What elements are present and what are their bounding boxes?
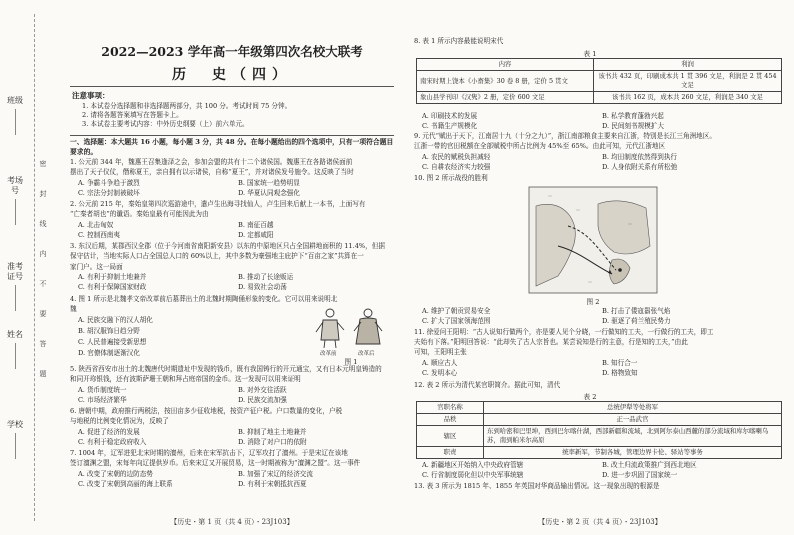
figure-2-map <box>528 186 658 294</box>
table-header-cell: 利润 <box>594 59 782 71</box>
question-10-stem: 10. 图 2 所示战役的胜利 <box>414 174 488 182</box>
seal-note-char: 线 <box>39 220 47 228</box>
option-11B[interactable]: B. 知行合一 <box>602 359 638 367</box>
option-8A[interactable]: A. 印刷技术的发展 <box>422 112 478 120</box>
option-7B[interactable]: B. 加强了宋辽的经济交流 <box>238 470 313 478</box>
option-10D[interactable]: D. 驱逐了荷兰殖民势力 <box>602 317 671 325</box>
option-8D[interactable]: D. 民间刻书规模扩大 <box>602 122 664 130</box>
binding-field-class[interactable]: 班级 <box>6 96 24 135</box>
binding-field-name[interactable]: 姓名 <box>6 330 24 369</box>
option-6C[interactable]: C. 有利于稳定政府收入 <box>78 438 147 446</box>
table-header-cell: 内容 <box>417 59 594 71</box>
question-5 <box>70 364 400 385</box>
seal-note-char: 内 <box>39 250 47 258</box>
question-9-line: 9. 元代“赋出于天下，江南居十九（十分之九）”，浙江南部粮食主要来自江浙，特别是长江三角洲地区。 <box>414 132 716 140</box>
option-12D[interactable]: D. 进一步巩固了国家统一 <box>602 471 678 479</box>
question-1 <box>70 157 400 178</box>
question-line: “亡秦者胡也”的谶语。秦始皇最有可能因此为由 <box>70 210 209 219</box>
question-7 <box>70 448 400 469</box>
table-2 <box>416 401 782 459</box>
table-1 <box>416 58 782 104</box>
option-5C[interactable]: C. 市场经济繁华 <box>78 396 127 404</box>
option-7D[interactable]: D. 有利于宋朝抵抗西夏 <box>238 480 307 488</box>
table-1-caption: 表 1 <box>583 50 597 58</box>
option-10C[interactable]: C. 扩大了国家领海范围 <box>422 317 491 325</box>
section-heading: 一、选择题：本大题共 16 小题，每小题 3 分，共 48 分。在每小题给出的四个选项中，只有一项符合题目要求的。 <box>70 138 394 156</box>
table-row <box>417 71 782 92</box>
question-line: 签订澶渊之盟，宋每年向辽提供岁币。后来宋辽又开展贸易，这一时期被称为“澶渊之盟”。这一事件 <box>70 459 361 468</box>
option-6B[interactable]: B. 抑制了地主土地兼并 <box>238 428 307 436</box>
table-header-row <box>417 59 782 71</box>
option-7A[interactable]: A. 改变了宋朝的边防态势 <box>78 470 153 478</box>
question-line: 家门户。这一局面 <box>70 262 123 271</box>
option-12A[interactable]: A. 新疆地区开始纳入中央政府管辖 <box>422 461 524 469</box>
question-6 <box>70 406 400 427</box>
option-4D[interactable]: D. 官僚体制逐渐汉化 <box>78 349 140 357</box>
option-11A[interactable]: A. 顺应古人 <box>422 359 458 367</box>
figure-1-label-after: 改革后 <box>358 351 375 357</box>
option-4B[interactable]: B. 胡汉服饰日趋分野 <box>78 327 140 335</box>
seal-note-char: 答 <box>39 340 47 348</box>
question-line: 1. 公元前 344 年，魏惠王召集逢泽之会，参加会盟的共有十二个诸侯国。魏惠王在各路诸侯面前 <box>70 158 353 166</box>
table-row <box>417 402 782 414</box>
question-11-line: 夫始有下落。”阳明回答说：“此却失了古人宗旨也。某尝说知是行的主意，行是知的工夫，”由此 <box>414 338 688 346</box>
option-4A[interactable]: A. 民族交融下的汉人胡化 <box>78 316 153 324</box>
notes-item: 3. 本试卷主要考试内容：中外历史纲要（上）前六单元。 <box>82 120 249 128</box>
table-row <box>417 92 782 104</box>
option-8B[interactable]: B. 私学教育蓬勃兴起 <box>602 112 664 120</box>
table-cell: 该书共 432 页，印刷成本共 1 贯 396 文足，利润是 2 贯 454 文足 <box>594 71 782 92</box>
question-line: 6. 唐朝中期，政府推行两税法，按田亩多少征收地税，按资产征户税。户口数量的变化，户税 <box>70 407 343 415</box>
right-column <box>410 0 790 535</box>
table-cell: 该书共 162 页，成本共 260 文足，利润是 340 文足 <box>594 92 782 104</box>
exam-subject: 历 史（四） <box>172 67 292 83</box>
binding-margin <box>0 0 62 535</box>
question-13-stem: 13. 表 3 所示为 1815 年、1855 年英国对华商品输出情况。这一现象出现的根源是 <box>414 482 660 490</box>
figure-1-caption: 图 1 <box>344 358 358 366</box>
option-10B[interactable]: B. 打击了倭寇嚣张气焰 <box>602 307 671 315</box>
seal-note-char: 要 <box>39 310 47 318</box>
option-9B[interactable]: B. 均田制度依然得到执行 <box>602 153 677 161</box>
question-12-stem: 12. 表 2 所示为清代某官职简介。据此可知，清代 <box>414 381 561 389</box>
question-9-line: 江浙一带的官田税额在全部赋税中所占比例为 45%至 65%。由此可知，元代江浙地区 <box>414 142 666 150</box>
figure-2-caption: 图 2 <box>586 298 600 306</box>
option-1D[interactable]: D. 华夏认同观念强化 <box>238 189 300 197</box>
table-row <box>417 426 782 447</box>
table-cell: 官职名称 <box>417 402 484 414</box>
question-11-line: 可知，王阳明主张 <box>414 348 467 356</box>
binding-field-school[interactable]: 学校 <box>6 420 24 459</box>
seal-note-char: 封 <box>39 190 47 198</box>
table-row <box>417 414 782 426</box>
option-6A[interactable]: A. 促进了经济的发展 <box>78 428 140 436</box>
option-4C[interactable]: C. 人民普遍接受新思想 <box>78 338 147 346</box>
seal-note-char: 题 <box>39 370 47 378</box>
exam-title: 2022—2023 学年高一年级第四次名校大联考 <box>101 44 363 59</box>
option-2A[interactable]: A. 北击匈奴 <box>78 221 114 229</box>
table-cell: 职责 <box>417 447 484 459</box>
table-2-caption: 表 2 <box>583 393 597 401</box>
seal-note-char: 密 <box>39 160 47 168</box>
question-line: 3. 东汉后期，某郡西汉全郡（位于今河南省南阳新安县）以东的中原地区只占全国耕地面积的 11.4%，但据 <box>70 242 385 250</box>
option-8C[interactable]: C. 书籍生产规模化 <box>422 122 478 130</box>
notes-box <box>70 86 394 136</box>
table-cell: 辖区 <box>417 426 484 447</box>
option-9A[interactable]: A. 农民的赋税负担减轻 <box>422 153 491 161</box>
question-8-stem: 8. 表 1 所示内容最能说明宋代 <box>414 37 504 45</box>
option-6D[interactable]: D. 消除了对户口的依附 <box>238 438 307 446</box>
seal-note-char: 不 <box>39 280 47 288</box>
page-footer-right: 【历史・第 2 页（共 4 页）・23J103】 <box>538 518 662 526</box>
question-line: 和同开珎银钱，还有波斯萨珊王朝和拜占庭帝国的金币。这一发现可以用来证明 <box>70 375 301 384</box>
option-5A[interactable]: A. 货币制度统一 <box>78 386 127 394</box>
option-3B[interactable]: B. 推动了长途贩运 <box>238 273 294 281</box>
question-2 <box>70 199 400 220</box>
binding-field-exam-id[interactable]: 准考证号 <box>6 262 24 311</box>
option-1A[interactable]: A. 争霸斗争趋于激烈 <box>78 179 140 187</box>
question-11-line: 11. 徐爱问王阳明：“古人说知行做两个，亦是要人见个分晓，一行做知的工夫，一行做行的工夫，即工 <box>414 328 714 336</box>
notes-heading: 注意事项： <box>72 91 110 100</box>
option-9C[interactable]: C. 自耕农经济实力较强 <box>422 163 491 171</box>
question-line: 保守估计，当地实际人口占全国总人口的 60%以上，其中多数为豪强地主庇护下“百亩之家”共算在一 <box>70 252 364 261</box>
table-cell: 东到哈密和巴里坤，西到巴尔喀什湖，西部新疆和流域，北到阿尔泰山西麓的部分流域和库尔喀喇乌苏，南到帕米尔高原 <box>484 426 782 447</box>
option-2D[interactable]: D. 定都咸阳 <box>238 231 274 239</box>
seal-dashed-line <box>34 14 35 521</box>
question-line: 摆出了天子仪仗，僭称夏王，亲自拥有以示诸侯，自称“夏王”，并对诸侯发号施令。这反映了当时 <box>70 168 354 177</box>
notes-item: 2. 请将各题答案填写在答题卡上。 <box>82 111 183 119</box>
option-1C[interactable]: C. 宗法分封制被破坏 <box>78 189 140 197</box>
option-1B[interactable]: B. 国家统一趋势明显 <box>238 179 300 187</box>
option-7C[interactable]: C. 改变了宋朝到高丽的海上联系 <box>78 480 173 488</box>
question-line: 与地税的比例变化情况为，反映了 <box>70 417 169 426</box>
option-10A[interactable]: A. 维护了朝贡贸易安全 <box>422 307 491 315</box>
option-3A[interactable]: A. 有利于抑制土地兼并 <box>78 273 147 281</box>
option-11C[interactable]: C. 发明本心 <box>422 369 458 377</box>
option-12C[interactable]: C. 行省制度弱化但以中央军事统辖 <box>422 471 524 479</box>
option-2B[interactable]: B. 南征百越 <box>238 221 274 229</box>
table-cell: 总统伊犁等处将军 <box>484 402 782 414</box>
question-line: 魏 <box>70 305 77 314</box>
table-cell: 品秩 <box>417 414 484 426</box>
table-row <box>417 447 782 459</box>
question-line: 5. 陕西省西安市出土的北魏唐代时期遗址中发现的钱币，既有我国铸行的开元通宝，又有日本元明皇铸造的 <box>70 365 382 373</box>
option-5D[interactable]: D. 民族交流加强 <box>238 396 287 404</box>
table-cell: 南宋时期上饶本《小畜集》30 卷 8 册，定价 5 贯文 <box>417 71 594 92</box>
page-footer-left: 【历史・第 1 页（共 4 页）・23J103】 <box>170 518 294 526</box>
option-9D[interactable]: D. 人身依附关系有所松弛 <box>602 163 678 171</box>
question-line: 7. 1004 年，辽军进犯北宋时期的澶州，后来在宋军抗击下，辽军攻打了澶州。于是宋辽在该地 <box>70 449 348 457</box>
option-5B[interactable]: B. 对外交往活跃 <box>238 386 287 394</box>
option-11D[interactable]: D. 格物致知 <box>602 369 638 377</box>
table-cell: 象山县学刊印《汉隽》2 册，定价 600 文足 <box>417 92 594 104</box>
figure-1-figurines <box>312 304 392 360</box>
notes-item: 1. 本试卷分选择题和非选择题两部分，共 100 分。考试时间 75 分钟。 <box>82 102 292 110</box>
binding-field-room[interactable]: 考场号 <box>6 176 24 225</box>
question-line: 2. 公元前 215 年，秦始皇第四次巡游途中，遣卢生出海寻找仙人，卢生回来后献上一本书，上面写有 <box>70 200 366 208</box>
option-2C[interactable]: C. 控制西南夷 <box>78 231 120 239</box>
option-3C[interactable]: C. 有利于保障国家财政 <box>78 283 147 291</box>
question-line: 4. 图 1 所示是北魏孝文帝改革前后墓葬出土的北魏时期陶俑形象的变化。它可以用来说明北 <box>70 295 338 303</box>
table-cell: 正一品武官 <box>484 414 782 426</box>
option-12B[interactable]: B. 改土归流政策推广到西北地区 <box>602 461 697 469</box>
option-3D[interactable]: D. 易致社会动荡 <box>238 283 287 291</box>
figure-1-label-before: 改革前 <box>320 351 337 357</box>
left-column <box>62 0 402 535</box>
question-3 <box>70 241 400 272</box>
table-cell: 统率新军，节制各城，管理边界卡伦、驿站等事务 <box>484 447 782 459</box>
